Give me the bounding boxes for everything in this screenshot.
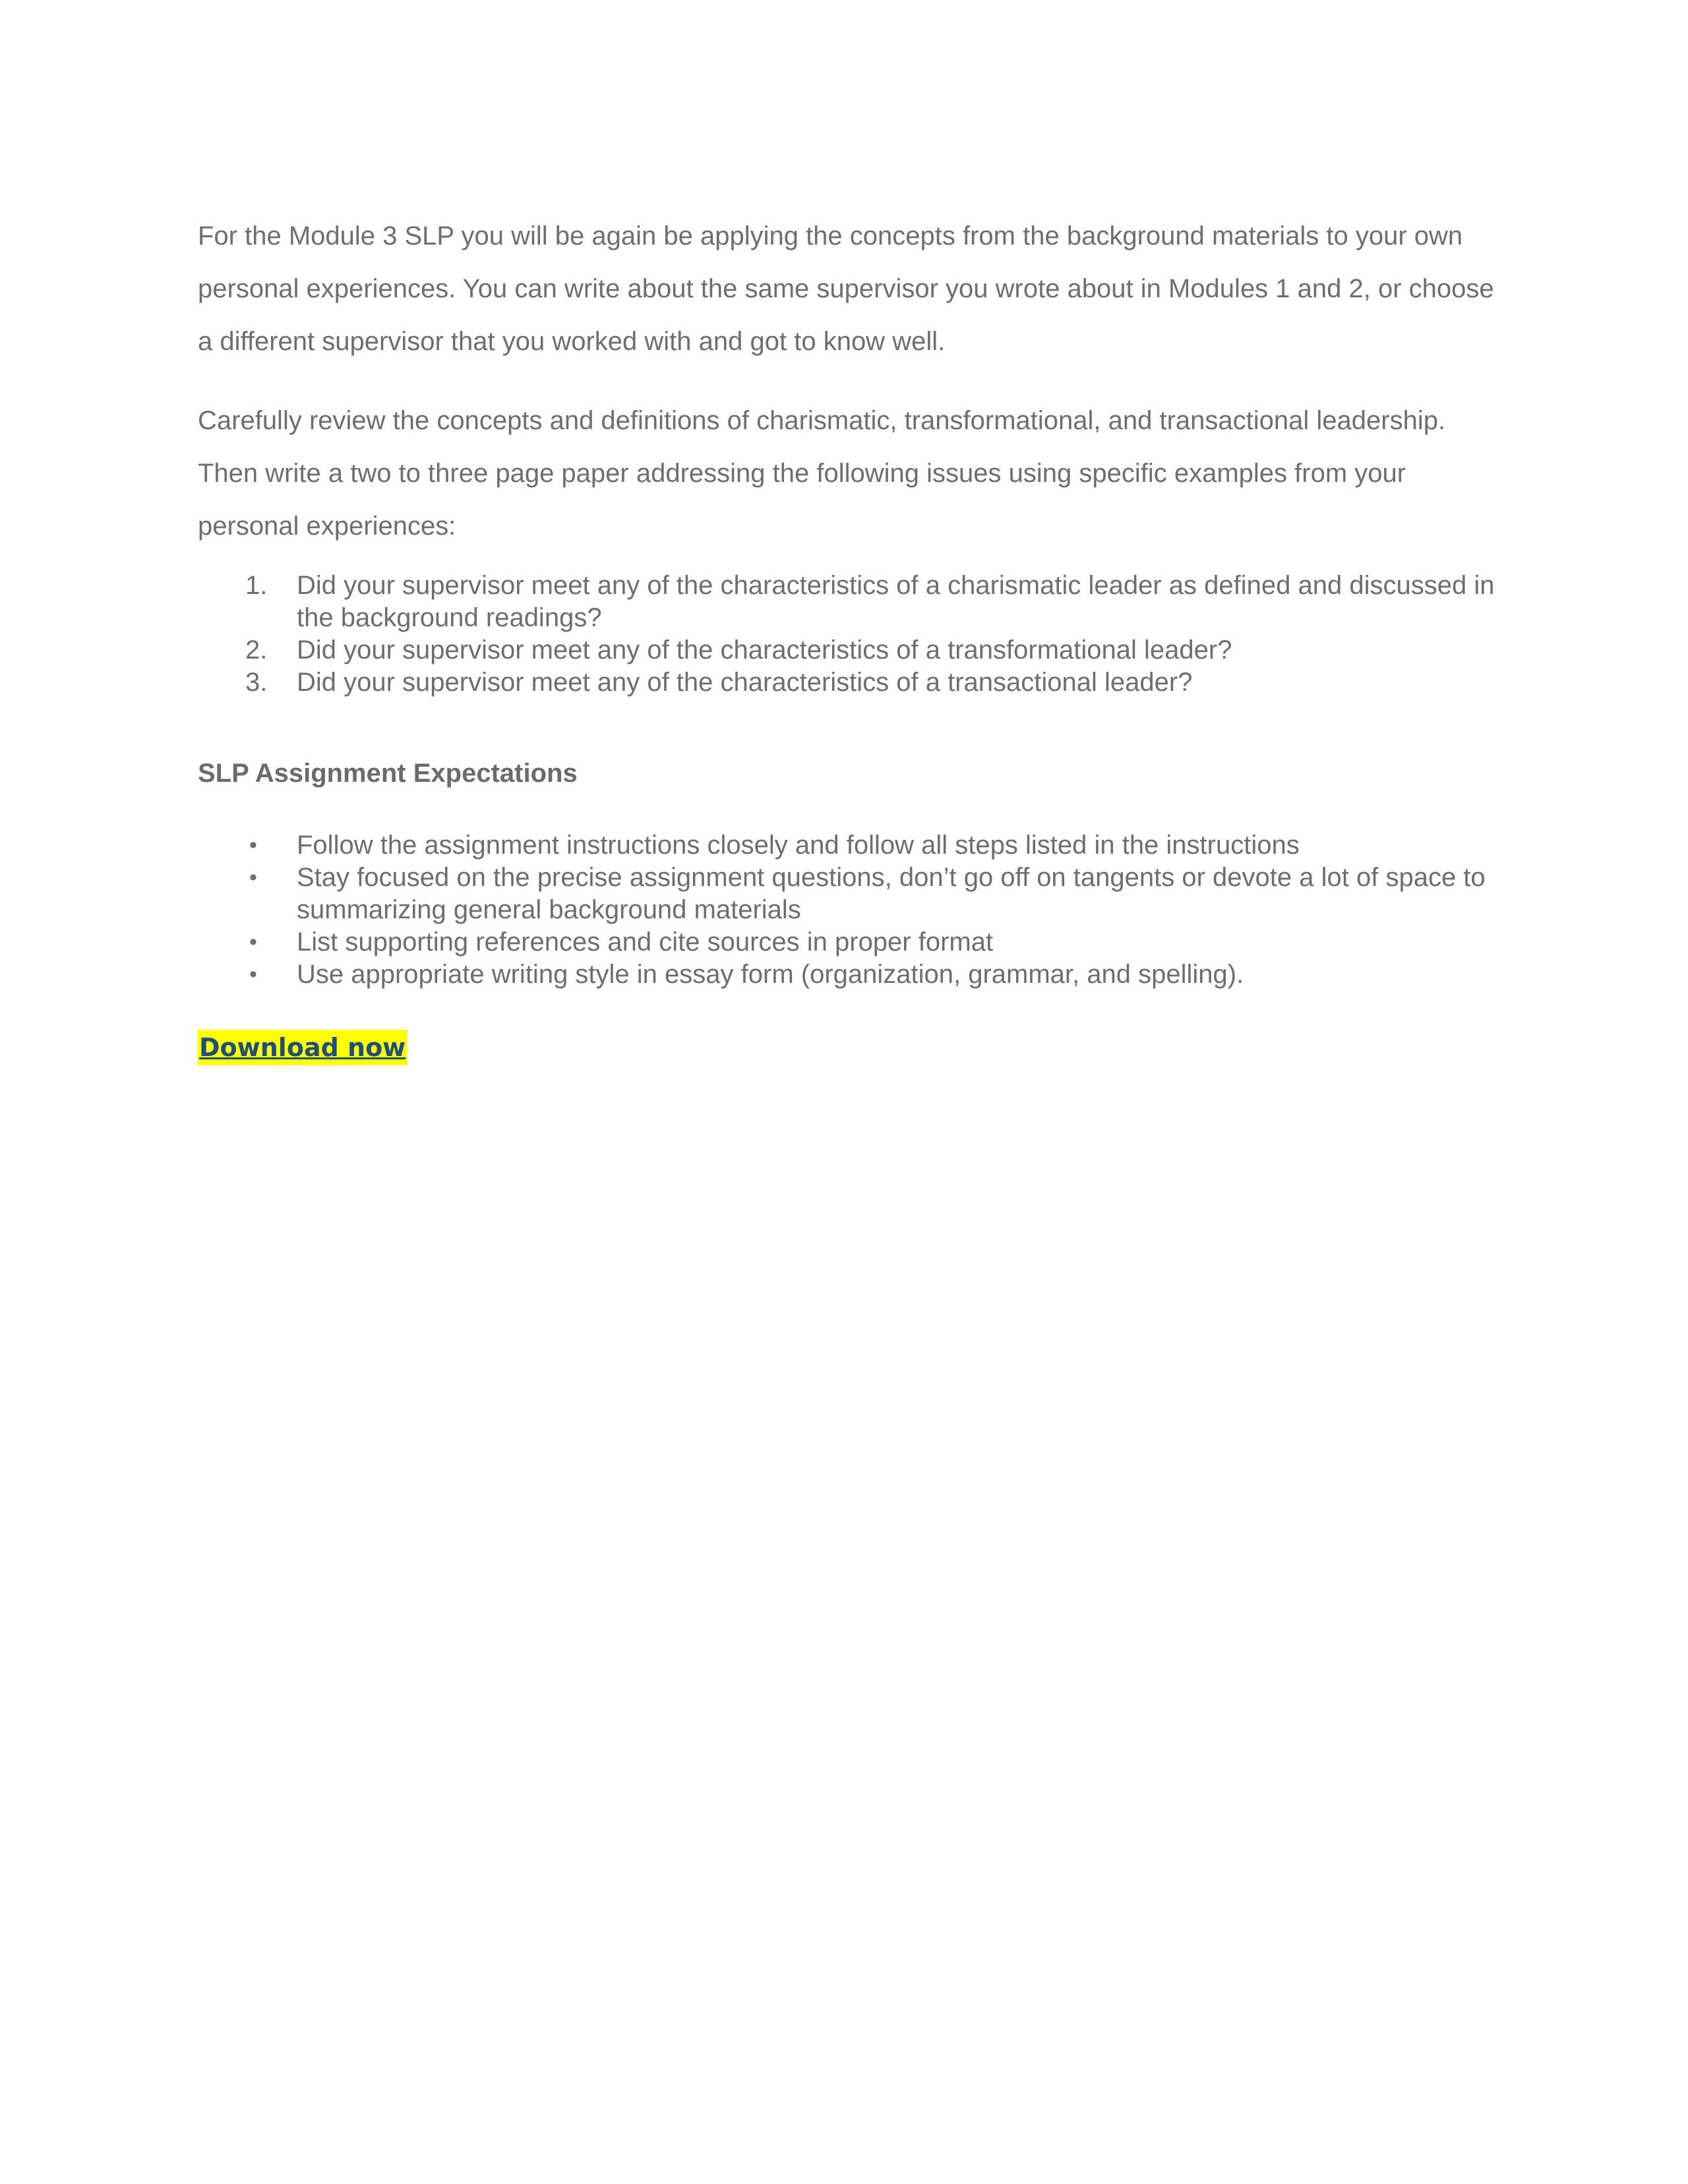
expectation-text: List supporting references and cite sources in proper format	[297, 928, 994, 957]
expectation-text: Follow the assignment instructions closely and follow all steps listed in the instructions	[297, 831, 1300, 860]
question-item	[198, 666, 1503, 699]
list-number: 1.	[245, 571, 268, 600]
expectation-item	[198, 862, 1503, 926]
instructions-paragraph: Carefully review the concepts and definitions of charismatic, transformational, and transactional leadership. Then write a two to three page paper addressing the following issues using specific examples from your personal experiences:	[198, 406, 1446, 541]
list-number: 3.	[245, 668, 268, 697]
expectation-text: Use appropriate writing style in essay form (organization, grammar, and spelling).	[297, 960, 1244, 989]
question-text: Did your supervisor meet any of the characteristics of a transactional leader?	[297, 668, 1193, 697]
bullet-icon: •	[249, 833, 257, 858]
expectations-list	[198, 829, 1503, 991]
expectation-text: Stay focused on the precise assignment questions, don’t go off on tangents or devote a lot of space to summarizing general background materials	[297, 863, 1486, 924]
bullet-icon: •	[249, 930, 257, 955]
expectations-heading: SLP Assignment Expectations	[198, 759, 578, 788]
expectation-item	[198, 829, 1503, 862]
question-item	[198, 570, 1503, 634]
questions-list	[198, 570, 1503, 699]
expectation-item	[198, 926, 1503, 959]
download-now-link[interactable]: Download now	[198, 1030, 407, 1065]
bullet-icon: •	[249, 962, 257, 987]
bullet-icon: •	[249, 865, 257, 890]
question-item	[198, 634, 1503, 666]
question-text: Did your supervisor meet any of the characteristics of a charismatic leader as defined and discussed in the background readings?	[297, 571, 1495, 632]
intro-paragraph: For the Module 3 SLP you will be again be applying the concepts from the background materials to your own personal experiences. You can write about the same supervisor you wrote about in Modules 1 and 2, or choose a different supervisor that you worked with and got to know well.	[198, 221, 1494, 356]
list-number: 2.	[245, 635, 268, 664]
expectation-item	[198, 959, 1503, 991]
question-text: Did your supervisor meet any of the characteristics of a transformational leader?	[297, 635, 1232, 664]
